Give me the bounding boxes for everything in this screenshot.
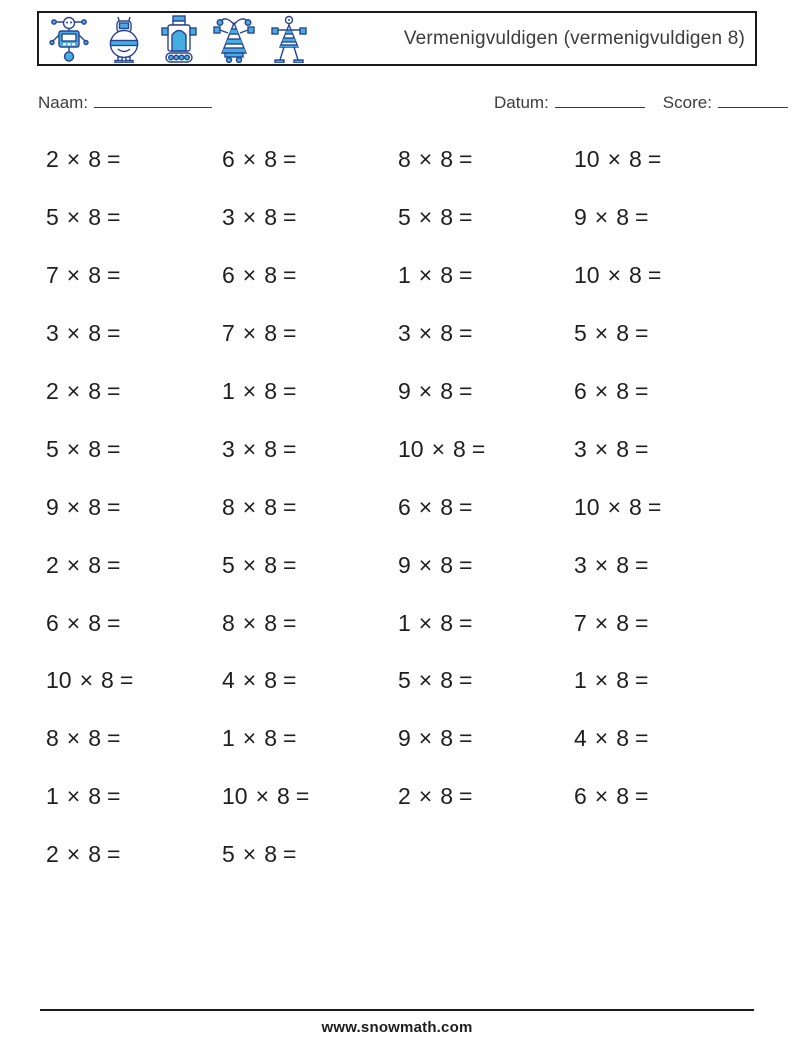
multiply-sign: × [594, 435, 609, 462]
equals-sign: = [635, 320, 649, 347]
problem-cell [574, 420, 750, 478]
problem-cell [46, 594, 222, 652]
multiplier: 8 [616, 320, 630, 347]
factor: 2 [46, 146, 59, 173]
multiply-sign: × [607, 146, 622, 173]
problem-cell [574, 478, 750, 536]
factor: 10 [574, 262, 600, 289]
factor: 1 [398, 262, 411, 289]
factor: 9 [398, 725, 411, 752]
problem-cell [574, 189, 750, 247]
factor: 5 [398, 204, 411, 231]
problem-cell [398, 768, 574, 826]
problem-cell [574, 536, 750, 594]
multiplier: 8 [88, 435, 102, 462]
problem-cell [46, 768, 222, 826]
multiplier: 8 [629, 493, 642, 520]
factor: 1 [222, 378, 235, 404]
multiplier: 8 [88, 783, 102, 810]
equals-sign: = [107, 262, 121, 289]
score-label: Score: [662, 93, 712, 112]
multiplier: 8 [88, 841, 102, 868]
name-label: Naam: [38, 93, 89, 112]
robot-cone-icon [212, 15, 256, 63]
equals-sign: = [635, 551, 649, 578]
equals-sign: = [635, 378, 649, 404]
problem-cell [46, 826, 222, 884]
multiply-sign: × [607, 262, 622, 289]
multiply-sign: × [242, 320, 257, 347]
problem-cell [46, 478, 222, 536]
equals-sign: = [647, 146, 662, 173]
multiplier: 8 [264, 667, 278, 694]
factor: 3 [574, 435, 587, 462]
problem-cell [574, 363, 750, 421]
multiplier: 8 [440, 493, 454, 520]
problem-cell [398, 305, 574, 363]
equals-sign: = [107, 146, 121, 173]
factor: 4 [574, 725, 587, 752]
multiply-sign: × [79, 667, 94, 694]
robot-humanoid-icon [47, 15, 91, 63]
factor: 6 [46, 609, 59, 636]
multiplier: 8 [629, 262, 642, 289]
multiplier: 8 [264, 435, 278, 462]
multiply-sign: × [242, 146, 257, 173]
name-input-line[interactable] [94, 92, 212, 108]
multiplier: 8 [264, 146, 278, 173]
factor: 10 [46, 667, 72, 694]
footer-url[interactable]: www.snowmath.com [321, 1019, 473, 1036]
factor: 5 [574, 320, 587, 347]
equals-sign: = [283, 609, 297, 636]
multiply-sign: × [66, 435, 81, 462]
multiplier: 8 [277, 783, 290, 810]
multiply-sign: × [66, 609, 81, 636]
factor: 4 [222, 667, 235, 694]
problem-cell [46, 363, 222, 421]
problem-cell [574, 305, 750, 363]
equals-sign: = [471, 435, 486, 462]
multiply-sign: × [66, 146, 81, 173]
factor: 5 [222, 551, 235, 578]
factor: 9 [574, 204, 587, 231]
problem-cell [222, 478, 398, 536]
multiply-sign: × [66, 320, 81, 347]
equals-sign: = [283, 493, 297, 520]
multiplier: 8 [440, 378, 454, 404]
problem-cell [574, 768, 750, 826]
factor: 5 [46, 435, 59, 462]
multiply-sign: × [242, 551, 257, 578]
factor: 2 [46, 551, 59, 578]
problem-cell [222, 536, 398, 594]
multiply-sign: × [66, 262, 81, 289]
robot-icons [47, 15, 311, 63]
worksheet-title: Vermenigvuldigen (vermenigvuldigen 8) [403, 27, 745, 49]
header-box [37, 11, 757, 66]
problem-cell [398, 710, 574, 768]
equals-sign: = [283, 146, 297, 173]
factor: 6 [222, 146, 235, 173]
multiplier: 8 [264, 204, 278, 231]
factor: 9 [398, 378, 411, 404]
multiplier: 8 [440, 146, 454, 173]
equals-sign: = [107, 435, 121, 462]
problem-cell [222, 594, 398, 652]
problems-grid [46, 131, 750, 884]
equals-sign: = [107, 841, 121, 868]
multiplier: 8 [264, 551, 278, 578]
equals-sign: = [647, 262, 662, 289]
factor: 5 [398, 667, 411, 694]
multiply-sign: × [418, 609, 433, 636]
factor: 10 [574, 146, 600, 173]
multiplier: 8 [88, 262, 102, 289]
factor: 3 [222, 204, 235, 231]
problem-cell [46, 710, 222, 768]
equals-sign: = [459, 725, 473, 752]
multiplier: 8 [88, 493, 102, 520]
problem-cell [46, 420, 222, 478]
score-input-line[interactable] [718, 92, 788, 108]
problem-cell [398, 247, 574, 305]
factor: 6 [574, 783, 587, 810]
multiplier: 8 [440, 262, 454, 289]
factor: 1 [222, 725, 235, 752]
multiply-sign: × [242, 841, 257, 868]
equals-sign: = [107, 320, 121, 347]
factor: 3 [222, 435, 235, 462]
name-group [38, 92, 212, 113]
multiply-sign: × [418, 378, 433, 404]
equals-sign: = [119, 667, 134, 694]
problem-cell [222, 420, 398, 478]
multiply-sign: × [607, 493, 622, 520]
multiplier: 8 [616, 378, 630, 404]
multiply-sign: × [242, 262, 257, 289]
equals-sign: = [283, 725, 297, 752]
problem-cell [46, 652, 222, 710]
multiplier: 8 [616, 725, 630, 752]
factor: 8 [398, 146, 411, 173]
factor: 9 [398, 551, 411, 578]
multiply-sign: × [242, 378, 257, 404]
equals-sign: = [635, 725, 649, 752]
problem-cell [46, 189, 222, 247]
problem-cell [398, 189, 574, 247]
problem-cell [574, 710, 750, 768]
multiply-sign: × [418, 551, 433, 578]
robot-tripod-icon [267, 15, 311, 63]
problem-cell [46, 536, 222, 594]
equals-sign: = [283, 551, 297, 578]
factor: 8 [222, 493, 235, 520]
multiplier: 8 [440, 667, 454, 694]
equals-sign: = [283, 204, 297, 231]
multiplier: 8 [264, 841, 278, 868]
multiplier: 8 [264, 609, 278, 636]
multiplier: 8 [453, 435, 466, 462]
problem-cell [574, 131, 750, 189]
factor: 3 [398, 320, 411, 347]
factor: 10 [222, 783, 248, 810]
multiply-sign: × [594, 609, 609, 636]
equals-sign: = [107, 378, 121, 404]
multiplier: 8 [88, 204, 102, 231]
factor: 6 [574, 378, 587, 404]
multiply-sign: × [594, 320, 609, 347]
date-score-group [494, 92, 788, 113]
problem-cell [222, 710, 398, 768]
factor: 3 [46, 320, 59, 347]
date-input-line[interactable] [555, 92, 645, 108]
multiply-sign: × [418, 262, 433, 289]
factor: 8 [222, 609, 235, 636]
multiply-sign: × [418, 783, 433, 810]
factor: 9 [46, 493, 59, 520]
equals-sign: = [107, 204, 121, 231]
multiply-sign: × [594, 667, 609, 694]
multiply-sign: × [431, 435, 446, 462]
problem-cell [398, 652, 574, 710]
equals-sign: = [635, 609, 649, 636]
problem-cell [222, 247, 398, 305]
problem-cell [398, 420, 574, 478]
problem-cell [222, 189, 398, 247]
factor: 6 [398, 493, 411, 520]
equals-sign: = [647, 493, 662, 520]
multiply-sign: × [66, 783, 81, 810]
multiply-sign: × [418, 146, 433, 173]
multiply-sign: × [418, 204, 433, 231]
factor: 3 [574, 551, 587, 578]
factor: 1 [574, 667, 587, 694]
multiplier: 8 [88, 725, 102, 752]
problem-cell [46, 305, 222, 363]
problem-cell [222, 652, 398, 710]
multiply-sign: × [242, 493, 257, 520]
factor: 10 [398, 435, 424, 462]
multiplier: 8 [264, 320, 278, 347]
multiply-sign: × [242, 667, 257, 694]
multiplier: 8 [616, 783, 630, 810]
multiply-sign: × [66, 551, 81, 578]
equals-sign: = [107, 725, 121, 752]
factor: 5 [222, 841, 235, 868]
factor: 2 [46, 841, 59, 868]
multiplier: 8 [88, 320, 102, 347]
equals-sign: = [635, 204, 649, 231]
factor: 1 [46, 783, 59, 810]
multiply-sign: × [594, 204, 609, 231]
factor: 7 [574, 609, 587, 636]
problem-cell [222, 305, 398, 363]
multiply-sign: × [242, 609, 257, 636]
multiplier: 8 [264, 725, 278, 752]
multiplier: 8 [616, 435, 630, 462]
multiplier: 8 [101, 667, 114, 694]
multiplier: 8 [440, 609, 454, 636]
problem-cell [222, 768, 398, 826]
equals-sign: = [459, 493, 473, 520]
multiplier: 8 [440, 783, 454, 810]
multiply-sign: × [594, 551, 609, 578]
equals-sign: = [459, 551, 473, 578]
equals-sign: = [283, 667, 297, 694]
equals-sign: = [107, 783, 121, 810]
factor: 6 [222, 262, 235, 289]
multiplier: 8 [440, 725, 454, 752]
multiplier: 8 [88, 609, 102, 636]
multiply-sign: × [66, 378, 81, 404]
multiplier: 8 [440, 204, 454, 231]
equals-sign: = [635, 783, 649, 810]
multiplier: 8 [88, 551, 102, 578]
problem-cell [398, 363, 574, 421]
factor: 2 [46, 378, 59, 404]
multiplier: 8 [616, 551, 630, 578]
multiply-sign: × [66, 493, 81, 520]
multiply-sign: × [594, 725, 609, 752]
multiplier: 8 [616, 204, 630, 231]
robot-round-icon [102, 15, 146, 63]
problem-cell [398, 594, 574, 652]
equals-sign: = [295, 783, 310, 810]
multiply-sign: × [66, 204, 81, 231]
problem-cell [574, 594, 750, 652]
problem-cell [222, 826, 398, 884]
equals-sign: = [635, 435, 649, 462]
equals-sign: = [459, 609, 473, 636]
problem-cell [46, 247, 222, 305]
multiplier: 8 [264, 378, 278, 404]
problem-cell [222, 363, 398, 421]
equals-sign: = [283, 378, 297, 404]
multiply-sign: × [418, 320, 433, 347]
problem-cell [398, 478, 574, 536]
multiply-sign: × [418, 725, 433, 752]
equals-sign: = [283, 435, 297, 462]
equals-sign: = [635, 667, 649, 694]
fields-row [0, 92, 794, 118]
multiplier: 8 [264, 493, 278, 520]
multiply-sign: × [242, 435, 257, 462]
multiply-sign: × [594, 378, 609, 404]
equals-sign: = [107, 551, 121, 578]
robot-tank-icon [157, 15, 201, 63]
equals-sign: = [283, 841, 297, 868]
problem-cell [398, 131, 574, 189]
multiplier: 8 [88, 146, 102, 173]
problem-cell [46, 131, 222, 189]
multiply-sign: × [242, 204, 257, 231]
multiplier: 8 [264, 262, 278, 289]
factor: 7 [222, 320, 235, 347]
multiply-sign: × [418, 493, 433, 520]
equals-sign: = [283, 320, 297, 347]
factor: 7 [46, 262, 59, 289]
equals-sign: = [459, 667, 473, 694]
problem-cell [574, 652, 750, 710]
problem-cell [574, 247, 750, 305]
problem-cell [398, 536, 574, 594]
multiply-sign: × [66, 725, 81, 752]
problem-cell [222, 131, 398, 189]
multiplier: 8 [440, 320, 454, 347]
multiply-sign: × [418, 667, 433, 694]
factor: 2 [398, 783, 411, 810]
equals-sign: = [459, 378, 473, 404]
factor: 1 [398, 609, 411, 636]
equals-sign: = [459, 146, 473, 173]
factor: 10 [574, 493, 600, 520]
factor: 8 [46, 725, 59, 752]
equals-sign: = [459, 320, 473, 347]
multiply-sign: × [242, 725, 257, 752]
multiplier: 8 [616, 609, 630, 636]
multiply-sign: × [66, 841, 81, 868]
multiplier: 8 [616, 667, 630, 694]
footer-divider [40, 1009, 754, 1011]
multiply-sign: × [255, 783, 270, 810]
equals-sign: = [459, 204, 473, 231]
equals-sign: = [107, 609, 121, 636]
equals-sign: = [459, 262, 473, 289]
factor: 5 [46, 204, 59, 231]
date-label: Datum: [494, 93, 549, 112]
multiplier: 8 [629, 146, 642, 173]
equals-sign: = [107, 493, 121, 520]
multiply-sign: × [594, 783, 609, 810]
multiplier: 8 [440, 551, 454, 578]
equals-sign: = [459, 783, 473, 810]
equals-sign: = [283, 262, 297, 289]
multiplier: 8 [88, 378, 102, 404]
